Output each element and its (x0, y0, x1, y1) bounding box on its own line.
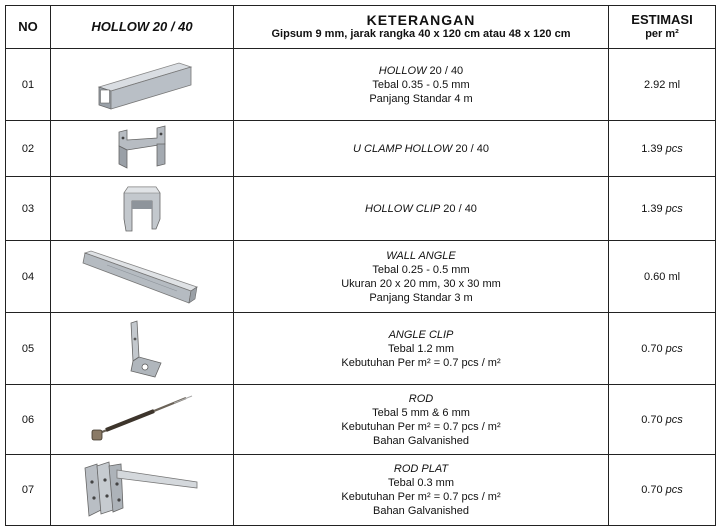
row-number: 02 (6, 121, 51, 177)
estimasi-value (609, 313, 716, 385)
estimasi-unit: pcs (665, 342, 683, 355)
table-row (6, 313, 716, 385)
estimasi-unit: pcs (665, 142, 683, 155)
material-image-cell (51, 177, 234, 241)
material-image-cell (51, 49, 234, 121)
estimasi-number: 1.39 (641, 142, 663, 155)
material-title (234, 392, 608, 406)
estimasi-number: 0.70 (641, 413, 663, 426)
estimasi-value (609, 385, 716, 455)
material-description (234, 313, 609, 385)
table-row (6, 385, 716, 455)
material-description (234, 177, 609, 241)
estimasi-value (609, 241, 716, 313)
hollow-clip-icon (51, 179, 233, 239)
material-spec-line: Kebutuhan Per m² = 0.7 pcs / m² (341, 491, 501, 503)
material-spec-line: Tebal 1.2 mm (387, 342, 455, 355)
u-clamp-icon (51, 124, 233, 174)
table-row (6, 121, 716, 177)
material-image-cell (51, 313, 234, 385)
material-title (234, 202, 608, 216)
row-number: 06 (6, 385, 51, 455)
material-title-size: 20 / 40 (452, 142, 489, 155)
header-estimasi-subtitle: per m² (645, 28, 679, 40)
material-title (234, 462, 608, 476)
estimasi-unit: pcs (665, 484, 683, 496)
material-spec-line: Tebal 0.25 - 0.5 mm (372, 263, 470, 276)
header-keterangan (234, 6, 609, 49)
table-row (6, 241, 716, 313)
material-estimation-table (5, 5, 716, 526)
estimasi-value (609, 121, 716, 177)
table-row (6, 177, 716, 241)
estimasi-unit: pcs (665, 202, 683, 215)
material-title (234, 249, 608, 263)
row-number: 04 (6, 241, 51, 313)
rod-icon (51, 392, 233, 448)
table-row (6, 455, 716, 526)
row-number: 07 (6, 455, 51, 526)
material-title-name: ANGLE CLIP (388, 328, 454, 341)
material-spec-line: Panjang Standar 4 m (369, 92, 473, 105)
material-image-cell (51, 455, 234, 526)
material-description (234, 49, 609, 121)
header-estimasi-title: ESTIMASI (631, 12, 693, 27)
estimasi-unit: ml (668, 78, 681, 91)
material-title-name: HOLLOW (378, 64, 427, 77)
angle-clip-icon (51, 317, 233, 381)
row-number: 01 (6, 49, 51, 121)
material-title-size: 20 / 40 (440, 202, 477, 215)
material-image-cell (51, 385, 234, 455)
estimasi-number: 0.70 (641, 484, 663, 496)
material-title-size: 20 / 40 (426, 64, 464, 77)
estimasi-number: 2.92 (643, 78, 666, 91)
row-number: 05 (6, 313, 51, 385)
material-description (234, 121, 609, 177)
header-no: NO (6, 6, 51, 49)
material-spec-line: Tebal 0.3 mm (387, 477, 455, 489)
estimasi-value (609, 455, 716, 526)
hollow-profile-icon (51, 57, 233, 113)
estimasi-value (609, 49, 716, 121)
material-title (234, 328, 608, 342)
material-title-name: WALL ANGLE (386, 249, 456, 262)
material-title (234, 64, 608, 78)
material-spec-line: Tebal 0.35 - 0.5 mm (372, 78, 470, 91)
row-number: 03 (6, 177, 51, 241)
material-spec-line: Kebutuhan Per m² = 0.7 pcs / m² (341, 356, 501, 369)
wall-angle-icon (51, 245, 233, 309)
material-description (234, 455, 609, 526)
estimasi-unit: pcs (665, 413, 683, 426)
material-spec-line: Ukuran 20 x 20 mm, 30 x 30 mm (341, 277, 501, 290)
material-spec-line: Panjang Standar 3 m (369, 291, 473, 304)
header-hollow: HOLLOW 20 / 40 (51, 6, 234, 49)
material-spec-line: Bahan Galvanished (372, 434, 469, 447)
material-spec-line: Bahan Galvanished (372, 505, 469, 517)
material-spec-line: Kebutuhan Per m² = 0.7 pcs / m² (341, 420, 501, 433)
header-row (6, 6, 716, 49)
material-image-cell (51, 241, 234, 313)
material-title-name: ROD (408, 392, 434, 405)
table-row (6, 49, 716, 121)
estimasi-number: 0.60 (643, 270, 666, 283)
header-estimasi (609, 6, 716, 49)
material-title-name: U CLAMP HOLLOW (353, 142, 453, 155)
header-keterangan-title: KETERANGAN (366, 12, 476, 28)
rod-plat-icon (51, 458, 233, 522)
estimasi-value (609, 177, 716, 241)
estimasi-number: 0.70 (641, 342, 663, 355)
estimasi-unit: ml (668, 270, 681, 283)
header-keterangan-subtitle: Gipsum 9 mm, jarak rangka 40 x 120 cm atau 48 x 120 cm (271, 28, 571, 40)
table-body (6, 49, 716, 526)
material-image-cell (51, 121, 234, 177)
material-description (234, 385, 609, 455)
estimasi-number: 1.39 (641, 202, 663, 215)
material-title-name: HOLLOW CLIP (365, 202, 441, 215)
material-title-name: ROD PLAT (393, 463, 449, 475)
material-spec-line: Tebal 5 mm & 6 mm (372, 406, 470, 419)
material-title (234, 142, 608, 156)
material-description (234, 241, 609, 313)
